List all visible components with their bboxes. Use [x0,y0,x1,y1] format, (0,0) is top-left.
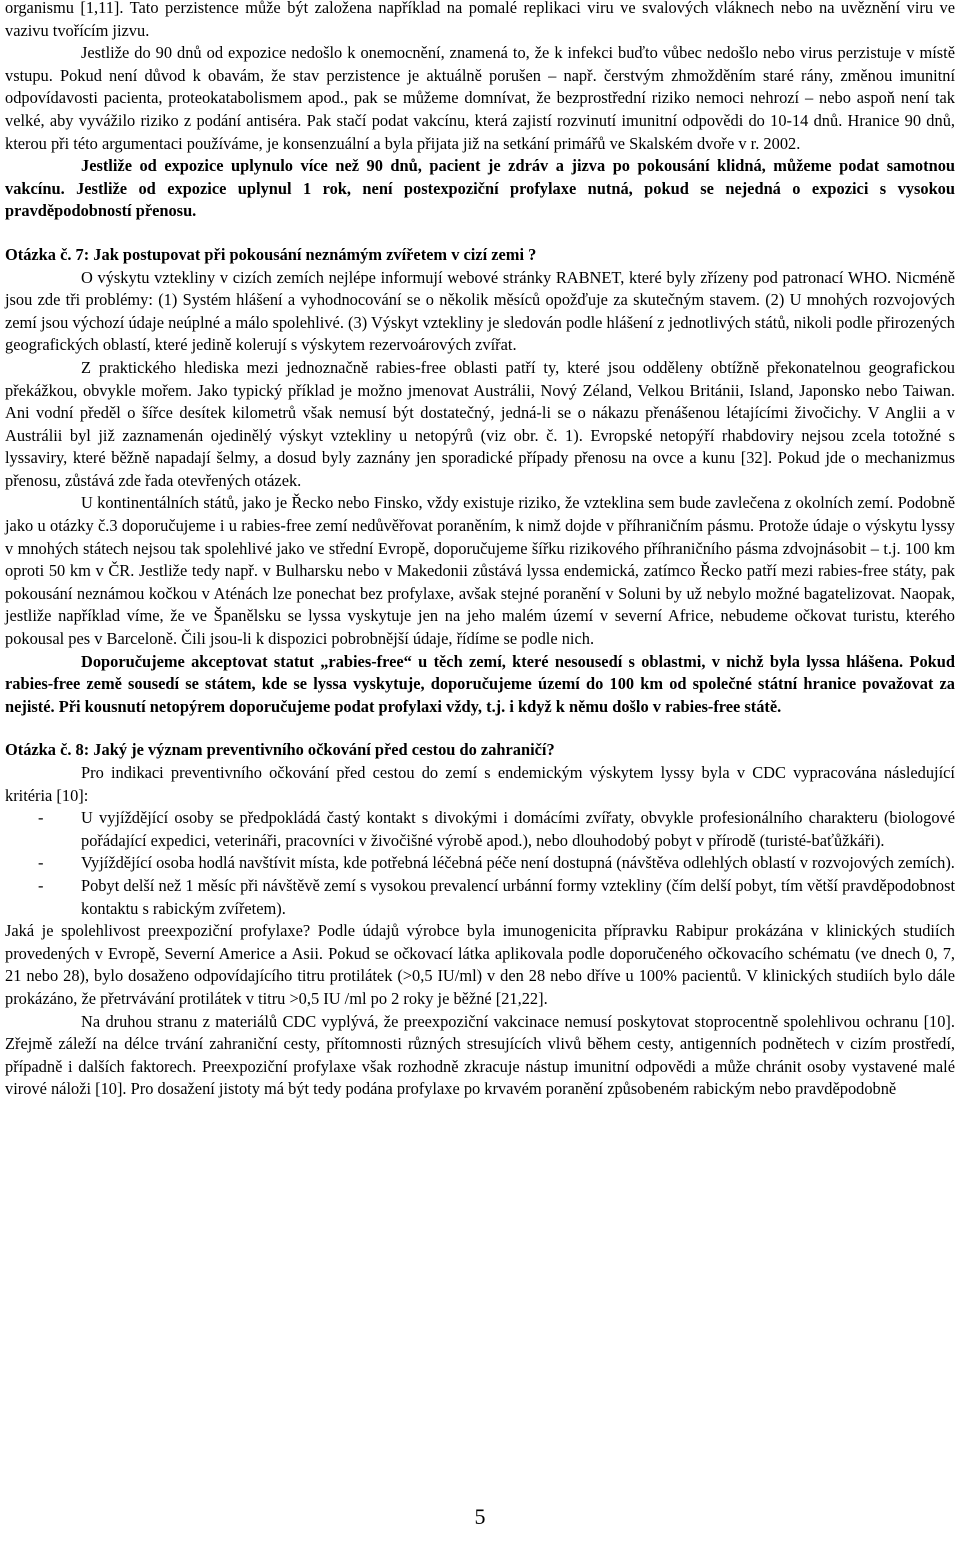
list-bullet: - [38,875,44,895]
paragraph-preexposure-reliability: Jaká je spolehlivost preexpoziční profylaxe? Podle údajů výrobce byla imunogenicita přípravku Rabipur prokázána v klinických studiích provedených v Evropě, Severní Americe a Asii. Pokud se očkovací látka aplikovala podle doporučeného očkovacího schématu (ve dnech 0, 7, 21 nebo 28), bylo dosaženo odpovídajícího titru protilátek (>0,5 IU/ml) v den 28 nebo dříve u 100% pacientů. V klinických studiích bylo dále prokázáno, že přetrvávání protilátek v titru >0,5 IU /ml po 2 roky je běžné [21,22]. [5,921,955,1008]
list-item [5,852,955,875]
section-gap [5,718,955,739]
list-item [5,875,955,920]
paragraph-rabnet: O výskytu vztekliny v cizích zemích nejlépe informují webové stránky RABNET, které byly zřízeny pod patronací WHO. Nicméně jsou zde tři problémy: (1) Systém hlášení a vyhodnocování se o několik měsíců opožďuje za skutečným stavem. (2) U mnohých rozvojových zemí jsou výchozí údaje neúplné a málo spolehlivé. (3) Výskyt vztekliny je sledován podle hlášení z jednotlivých států, nikoli podle přirozených geografických oblastí, které jedině kolerují s výskytem rezervoárových zvířat. [5,267,955,355]
paragraph-recommendation-vaccine: Jestliže od expozice uplynulo více než 90 dnů, pacient je zdráv a jizva po pokousání klidná, můžeme podat samotnou vakcínu. Jestliže od expozice uplynul 1 rok, není postexpoziční profylaxe nutná, pokud se nejedná o expozici s vysokou pravděpodobností přenosu. [5,156,955,221]
list-item-text: Vyjíždějící osoba hodlá navštívit místa, kde potřebná léčebná péče není dostupná (návštěva odlehlých oblastí v rozvojových zemích). [81,853,955,873]
list-item-text: U vyjíždějící osoby se předpokládá častý kontakt s divokými i domácími zvířaty, obvykle profesionálního charakteru (biologové pořádající expedici, veterináři, pracovníci v živočišné výrobě apod.), nebo dlouhodobý pobyt v přírodě (turisté-baťůžkáři). [81,808,955,850]
paragraph-90-days: Jestliže do 90 dnů od expozice nedošlo k onemocnění, znamená to, že k infekci buďto vůbec nedošlo nebo virus perzistuje v místě vstupu. Pokud není důvod k obavám, že stav perzistence je aktuálně porušen – např. čerstvým zhmožděním staré rány, změnou imunitní odpovídavosti pacienta, proteokatabolismem apod., pak se můžeme domnívat, že bezprostřední riziko nemoci nehrozí – nebo aspoň není tak velké, aby vyvážilo riziko z podání antiséra. Pak stačí podat vakcínu, která zajistí rozvinutí imunitní odpovědi do 10-14 dnů. Hranice 90 dnů, kterou při této argumentaci používáme, je konsenzuální a byla přijata již na setkání primářů ve Skalském dvoře v r. 2002. [5,43,955,153]
list-item [5,807,955,852]
question-8-heading: Otázka č. 8: Jaký je význam preventivního očkování před cestou do zahraničí? [5,740,555,760]
list-bullet: - [38,853,44,873]
paragraph-recommendation-rabies-free: Doporučujeme akceptovat statut „rabies-free“ u těch zemí, které nesousedí s oblastmi, v nichž byla lyssa hlášena. Pokud rabies-free země sousedí se státem, kde se lyssa vyskytuje, doporučujeme území do 100 km od společné státní hranice považovat za nejisté. Při kousnutí netopýrem doporučujeme podat profylaxi vždy, t.j. i když k němu došlo v rabies-free státě. [5,651,955,716]
paragraph-cdc-protection: Na druhou stranu z materiálů CDC vyplývá, že preexpoziční vakcinace nemusí poskytovat stoprocentně spolehlivou ochranu [10]. Zřejmě záleží na délce trvání zahraniční cesty, přítomnosti různých stresujících vlivů během cesty, antigenních podnětech v cizím prostředí, případně i dalších faktorech. Preexpoziční profylaxe však rozhodně zkracuje nástup imunitní odpovědi a může chránit osoby vystavené malé virové náloži [10]. Pro dosažení jistoty má být tedy podána profylaxe po krvavém poranění způsobeném rabickým nebo pravděpodobně [5,1011,955,1099]
paragraph-rabies-free-areas: Z praktického hlediska mezi jednoznačně rabies-free oblasti patří ty, které jsou odděleny obtížně překonatelnou geografickou překážkou, obvykle mořem. Jako typický příklad je možno jmenovat Austrálii, Nový Zéland, Velkou Británii, Island, Japonsko nebo Taiwan. Ani vodní předěl o šířce desítek kilometrů však nemusí být dostatečný, jedná-li se o nákazu přenášenou létajícími živočichy. V Anglii a v Austrálii byl již zaznamenán ojedinělý výskyt vztekliny u netopýrů (viz obr. č. 1). Evropské netopýří rhabdoviry nejsou zcela totožné s lyssaviry, které běžně napadají šelmy, a dosud byly zaznány jen sporadické případy přenosu na ovce a kunu [32]. Pokud jde o mechanizmus přenosu, zůstává zde řada otevřených otázek. [5,357,955,490]
section-gap [5,223,955,244]
paragraph-cdc-criteria: Pro indikaci preventivního očkování před cestou do zemí s endemickým výskytem lyssy byla v CDC vypracována následující kritéria [10]: [5,763,955,805]
document-body [5,0,955,1101]
paragraph-continental-states: U kontinentálních států, jako je Řecko nebo Finsko, vždy existuje riziko, že vzteklina sem bude zavlečena z okolních zemí. Podobně jako u otázky č.3 doporučujeme i u rabies-free zemí nedůvěřovat poraněním, k nimž dojde v příhraničním pásmu. Protože údaje o výskytu lyssy v mnohých státech nejsou tak spolehlivé jako ve střední Evropě, doporučujeme šířku rizikového příhraničního pásma zdvojnásobit – t.j. 100 km oproti 50 km v ČR. Jestliže tedy např. v Bulharsku nebo v Makedonii zůstává lyssa endemická, zatímco Řecko patří mezi rabies-free státy, pak pokousání neznámou kočkou v Aténách lze ponechat bez profylaxe, avšak stejné poranění v Soluni by už nebylo možné bagatelizovat. Naopak, jestliže například víme, že ve Španělsku se lyssa vyskytuje jen na jeho malém území v severní Africe, nebudeme očkovat turistu, kterého pokousal pes v Barceloně. Čili jsou-li k dispozici pobrobnější údaje, řídíme se podle nich. [5,493,955,649]
page-number: 5 [474,1504,486,1529]
list-item-text: Pobyt delší než 1 měsíc při návštěvě zemí s vysokou prevalencí urbánní formy vztekliny (čím delší pobyt, tím větší pravděpodobnost kontaktu s rabickým zvířetem). [81,875,955,918]
list-bullet: - [38,808,44,828]
paragraph-persistence-continued: organismu [1,11]. Tato perzistence může být založena například na pomalé replikaci viru ve svalových vláknech nebo na uvěznění viru ve vazivu tvořícím jizvu. [5,0,955,40]
question-7-heading: Otázka č. 7: Jak postupovat při pokousání neznámým zvířetem v cizí zemi ? [5,244,537,264]
